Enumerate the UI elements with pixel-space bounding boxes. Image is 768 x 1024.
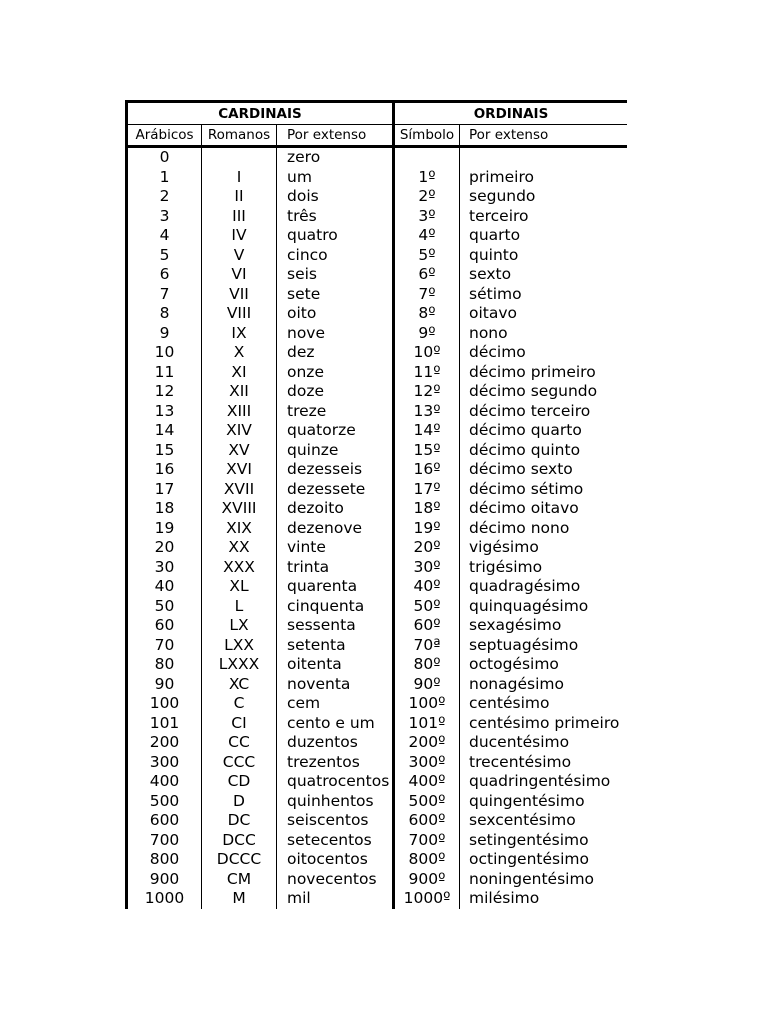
cell-extenso: cem [277,694,394,714]
cell-ordinal: décimo oitavo [460,499,628,519]
cell-simbolo: 4º [394,226,460,246]
cell-extenso: mil [277,889,394,909]
cell-ordinal: décimo segundo [460,382,628,402]
table-row [127,753,628,773]
cell-extenso: novecentos [277,870,394,890]
cell-romano: X [202,343,277,363]
cell-romano: LX [202,616,277,636]
cell-arabico: 14 [127,421,202,441]
cell-arabico: 300 [127,753,202,773]
cell-romano: XI [202,363,277,383]
cell-ordinal: ducentésimo [460,733,628,753]
cell-ordinal: sexto [460,265,628,285]
cell-arabico: 0 [127,147,202,168]
cell-simbolo: 14º [394,421,460,441]
table-row [127,792,628,812]
table-row [127,714,628,734]
table-row [127,889,628,909]
cell-ordinal: noningentésimo [460,870,628,890]
table-row [127,246,628,266]
cell-ordinal: quinto [460,246,628,266]
cell-extenso: dezenove [277,519,394,539]
cell-ordinal: décimo [460,343,628,363]
table-row [127,733,628,753]
cell-simbolo: 11º [394,363,460,383]
cell-arabico: 50 [127,597,202,617]
cell-romano: III [202,207,277,227]
cell-romano: CI [202,714,277,734]
cell-simbolo: 9º [394,324,460,344]
cell-romano: LXX [202,636,277,656]
cell-extenso: trinta [277,558,394,578]
table-row [127,402,628,422]
cell-simbolo: 1000º [394,889,460,909]
table-row [127,421,628,441]
cell-romano: I [202,168,277,188]
cell-extenso: cinquenta [277,597,394,617]
cell-romano: CD [202,772,277,792]
cell-romano: L [202,597,277,617]
cell-extenso: dez [277,343,394,363]
table-row [127,831,628,851]
cell-romano: CCC [202,753,277,773]
cell-simbolo: 10º [394,343,460,363]
cell-romano: V [202,246,277,266]
cell-romano: XV [202,441,277,461]
table-row [127,460,628,480]
cell-arabico: 101 [127,714,202,734]
cell-extenso: doze [277,382,394,402]
cell-arabico: 12 [127,382,202,402]
cell-simbolo: 900º [394,870,460,890]
column-header-por-extenso-cardinal: Por extenso [277,125,394,147]
table-row [127,597,628,617]
cell-arabico: 2 [127,187,202,207]
cell-romano: XC [202,675,277,695]
cell-arabico: 200 [127,733,202,753]
cell-simbolo: 300º [394,753,460,773]
cell-romano: XL [202,577,277,597]
cell-ordinal: trecentésimo [460,753,628,773]
table-row [127,519,628,539]
cell-extenso: vinte [277,538,394,558]
cell-romano: XII [202,382,277,402]
cell-arabico: 90 [127,675,202,695]
cell-arabico: 15 [127,441,202,461]
cell-romano: XVI [202,460,277,480]
table-row [127,616,628,636]
cell-extenso: setecentos [277,831,394,851]
table-row [127,675,628,695]
cell-romano [202,147,277,168]
cell-romano: VI [202,265,277,285]
cell-romano: VIII [202,304,277,324]
cell-extenso: oitocentos [277,850,394,870]
table-row [127,499,628,519]
cell-simbolo: 400º [394,772,460,792]
cell-ordinal: décimo nono [460,519,628,539]
table-row [127,343,628,363]
cell-simbolo: 90º [394,675,460,695]
cell-simbolo: 700º [394,831,460,851]
cell-arabico: 800 [127,850,202,870]
cell-simbolo: 70ª [394,636,460,656]
column-header-simbolo: Símbolo [394,125,460,147]
cell-simbolo: 1º [394,168,460,188]
cell-arabico: 16 [127,460,202,480]
cell-ordinal: septuagésimo [460,636,628,656]
cell-ordinal: quinquagésimo [460,597,628,617]
cell-ordinal: trigésimo [460,558,628,578]
cell-simbolo: 12º [394,382,460,402]
cell-romano: XIII [202,402,277,422]
cell-extenso: dois [277,187,394,207]
group-header-row [127,102,628,125]
cell-arabico: 9 [127,324,202,344]
cell-extenso: dezessete [277,480,394,500]
cell-extenso: setenta [277,636,394,656]
cell-ordinal [460,147,628,168]
cell-simbolo: 20º [394,538,460,558]
cell-arabico: 30 [127,558,202,578]
cell-extenso: quinhentos [277,792,394,812]
cell-arabico: 20 [127,538,202,558]
cell-simbolo: 15º [394,441,460,461]
cell-arabico: 13 [127,402,202,422]
cell-ordinal: octogésimo [460,655,628,675]
cell-extenso: duzentos [277,733,394,753]
cell-romano: DC [202,811,277,831]
cell-romano: LXXX [202,655,277,675]
cell-arabico: 7 [127,285,202,305]
table-row [127,441,628,461]
table-row [127,772,628,792]
cell-arabico: 400 [127,772,202,792]
cell-ordinal: centésimo [460,694,628,714]
cell-ordinal: segundo [460,187,628,207]
column-header-row [127,125,628,147]
cell-extenso: oito [277,304,394,324]
table-row [127,870,628,890]
cell-ordinal: primeiro [460,168,628,188]
cell-extenso: quarenta [277,577,394,597]
cell-simbolo: 60º [394,616,460,636]
cell-arabico: 60 [127,616,202,636]
table-row [127,226,628,246]
table-row [127,304,628,324]
table-row [127,811,628,831]
table-body [127,147,628,909]
numerals-table [125,100,627,909]
cell-extenso: nove [277,324,394,344]
cell-extenso: um [277,168,394,188]
cell-romano: CM [202,870,277,890]
table-row [127,265,628,285]
table-row [127,694,628,714]
cell-simbolo: 80º [394,655,460,675]
cell-romano: C [202,694,277,714]
cell-ordinal: vigésimo [460,538,628,558]
cell-romano: XIV [202,421,277,441]
cell-arabico: 11 [127,363,202,383]
cell-romano: XVIII [202,499,277,519]
cell-ordinal: décimo sétimo [460,480,628,500]
cell-extenso: oitenta [277,655,394,675]
cell-ordinal: quadringentésimo [460,772,628,792]
column-header-por-extenso-ordinal: Por extenso [460,125,628,147]
cell-arabico: 70 [127,636,202,656]
cell-romano: DCC [202,831,277,851]
cell-arabico: 10 [127,343,202,363]
cell-ordinal: nono [460,324,628,344]
cell-arabico: 8 [127,304,202,324]
cell-extenso: seiscentos [277,811,394,831]
table-row [127,147,628,168]
cell-arabico: 500 [127,792,202,812]
cell-extenso: dezesseis [277,460,394,480]
cell-romano: VII [202,285,277,305]
cell-ordinal: quadragésimo [460,577,628,597]
cell-simbolo: 500º [394,792,460,812]
cell-extenso: sessenta [277,616,394,636]
table-row [127,168,628,188]
cardinais-header: CARDINAIS [127,102,394,125]
cell-extenso: treze [277,402,394,422]
cell-arabico: 100 [127,694,202,714]
cell-simbolo: 6º [394,265,460,285]
column-header-romanos: Romanos [202,125,277,147]
cell-arabico: 40 [127,577,202,597]
column-header-arabicos: Arábicos [127,125,202,147]
cell-romano: M [202,889,277,909]
cell-ordinal: sexcentésimo [460,811,628,831]
table-row [127,558,628,578]
cell-simbolo: 100º [394,694,460,714]
cell-extenso: sete [277,285,394,305]
ordinais-header: ORDINAIS [394,102,628,125]
cell-ordinal: quarto [460,226,628,246]
table-row [127,655,628,675]
cell-simbolo: 13º [394,402,460,422]
cell-simbolo: 101º [394,714,460,734]
table-row [127,577,628,597]
cell-ordinal: milésimo [460,889,628,909]
cell-romano: CC [202,733,277,753]
cell-romano: DCCC [202,850,277,870]
cell-arabico: 6 [127,265,202,285]
cell-simbolo: 19º [394,519,460,539]
cell-extenso: onze [277,363,394,383]
cell-arabico: 17 [127,480,202,500]
cell-arabico: 1 [127,168,202,188]
cell-extenso: quinze [277,441,394,461]
table-row [127,382,628,402]
cell-arabico: 900 [127,870,202,890]
cell-ordinal: oitavo [460,304,628,324]
table-row [127,187,628,207]
table-row [127,285,628,305]
cell-simbolo: 5º [394,246,460,266]
cell-arabico: 18 [127,499,202,519]
cell-romano: XXX [202,558,277,578]
cell-romano: IV [202,226,277,246]
table-row [127,363,628,383]
cell-simbolo: 2º [394,187,460,207]
cell-romano: XIX [202,519,277,539]
cell-extenso: seis [277,265,394,285]
table-row [127,636,628,656]
cell-simbolo: 3º [394,207,460,227]
cell-simbolo: 7º [394,285,460,305]
cell-ordinal: décimo quinto [460,441,628,461]
cell-extenso: três [277,207,394,227]
cell-ordinal: décimo sexto [460,460,628,480]
cell-extenso: quatorze [277,421,394,441]
cell-simbolo [394,147,460,168]
cell-ordinal: décimo primeiro [460,363,628,383]
cell-arabico: 3 [127,207,202,227]
cell-romano: XX [202,538,277,558]
cell-ordinal: décimo quarto [460,421,628,441]
cell-simbolo: 50º [394,597,460,617]
cell-extenso: quatro [277,226,394,246]
cell-simbolo: 30º [394,558,460,578]
table-row [127,538,628,558]
cell-extenso: quatrocentos [277,772,394,792]
cell-simbolo: 17º [394,480,460,500]
cell-arabico: 4 [127,226,202,246]
cell-arabico: 1000 [127,889,202,909]
cell-simbolo: 200º [394,733,460,753]
cell-romano: D [202,792,277,812]
table-row [127,207,628,227]
cell-arabico: 80 [127,655,202,675]
cell-extenso: cinco [277,246,394,266]
cell-extenso: noventa [277,675,394,695]
cell-simbolo: 16º [394,460,460,480]
cell-ordinal: nonagésimo [460,675,628,695]
cell-romano: XVII [202,480,277,500]
table-row [127,480,628,500]
cell-ordinal: octingentésimo [460,850,628,870]
cell-extenso: zero [277,147,394,168]
cell-extenso: cento e um [277,714,394,734]
cell-simbolo: 8º [394,304,460,324]
table-row [127,324,628,344]
cell-ordinal: centésimo primeiro [460,714,628,734]
cell-ordinal: décimo terceiro [460,402,628,422]
cell-arabico: 600 [127,811,202,831]
cell-ordinal: quingentésimo [460,792,628,812]
cell-arabico: 700 [127,831,202,851]
cell-ordinal: sétimo [460,285,628,305]
cell-extenso: dezoito [277,499,394,519]
cell-simbolo: 600º [394,811,460,831]
cell-simbolo: 800º [394,850,460,870]
cell-ordinal: terceiro [460,207,628,227]
cell-extenso: trezentos [277,753,394,773]
table-row [127,850,628,870]
cell-arabico: 19 [127,519,202,539]
cell-arabico: 5 [127,246,202,266]
numerals-table-container [125,100,627,938]
cell-simbolo: 40º [394,577,460,597]
cell-ordinal: setingentésimo [460,831,628,851]
cell-ordinal: sexagésimo [460,616,628,636]
cell-simbolo: 18º [394,499,460,519]
cell-romano: IX [202,324,277,344]
cell-romano: II [202,187,277,207]
